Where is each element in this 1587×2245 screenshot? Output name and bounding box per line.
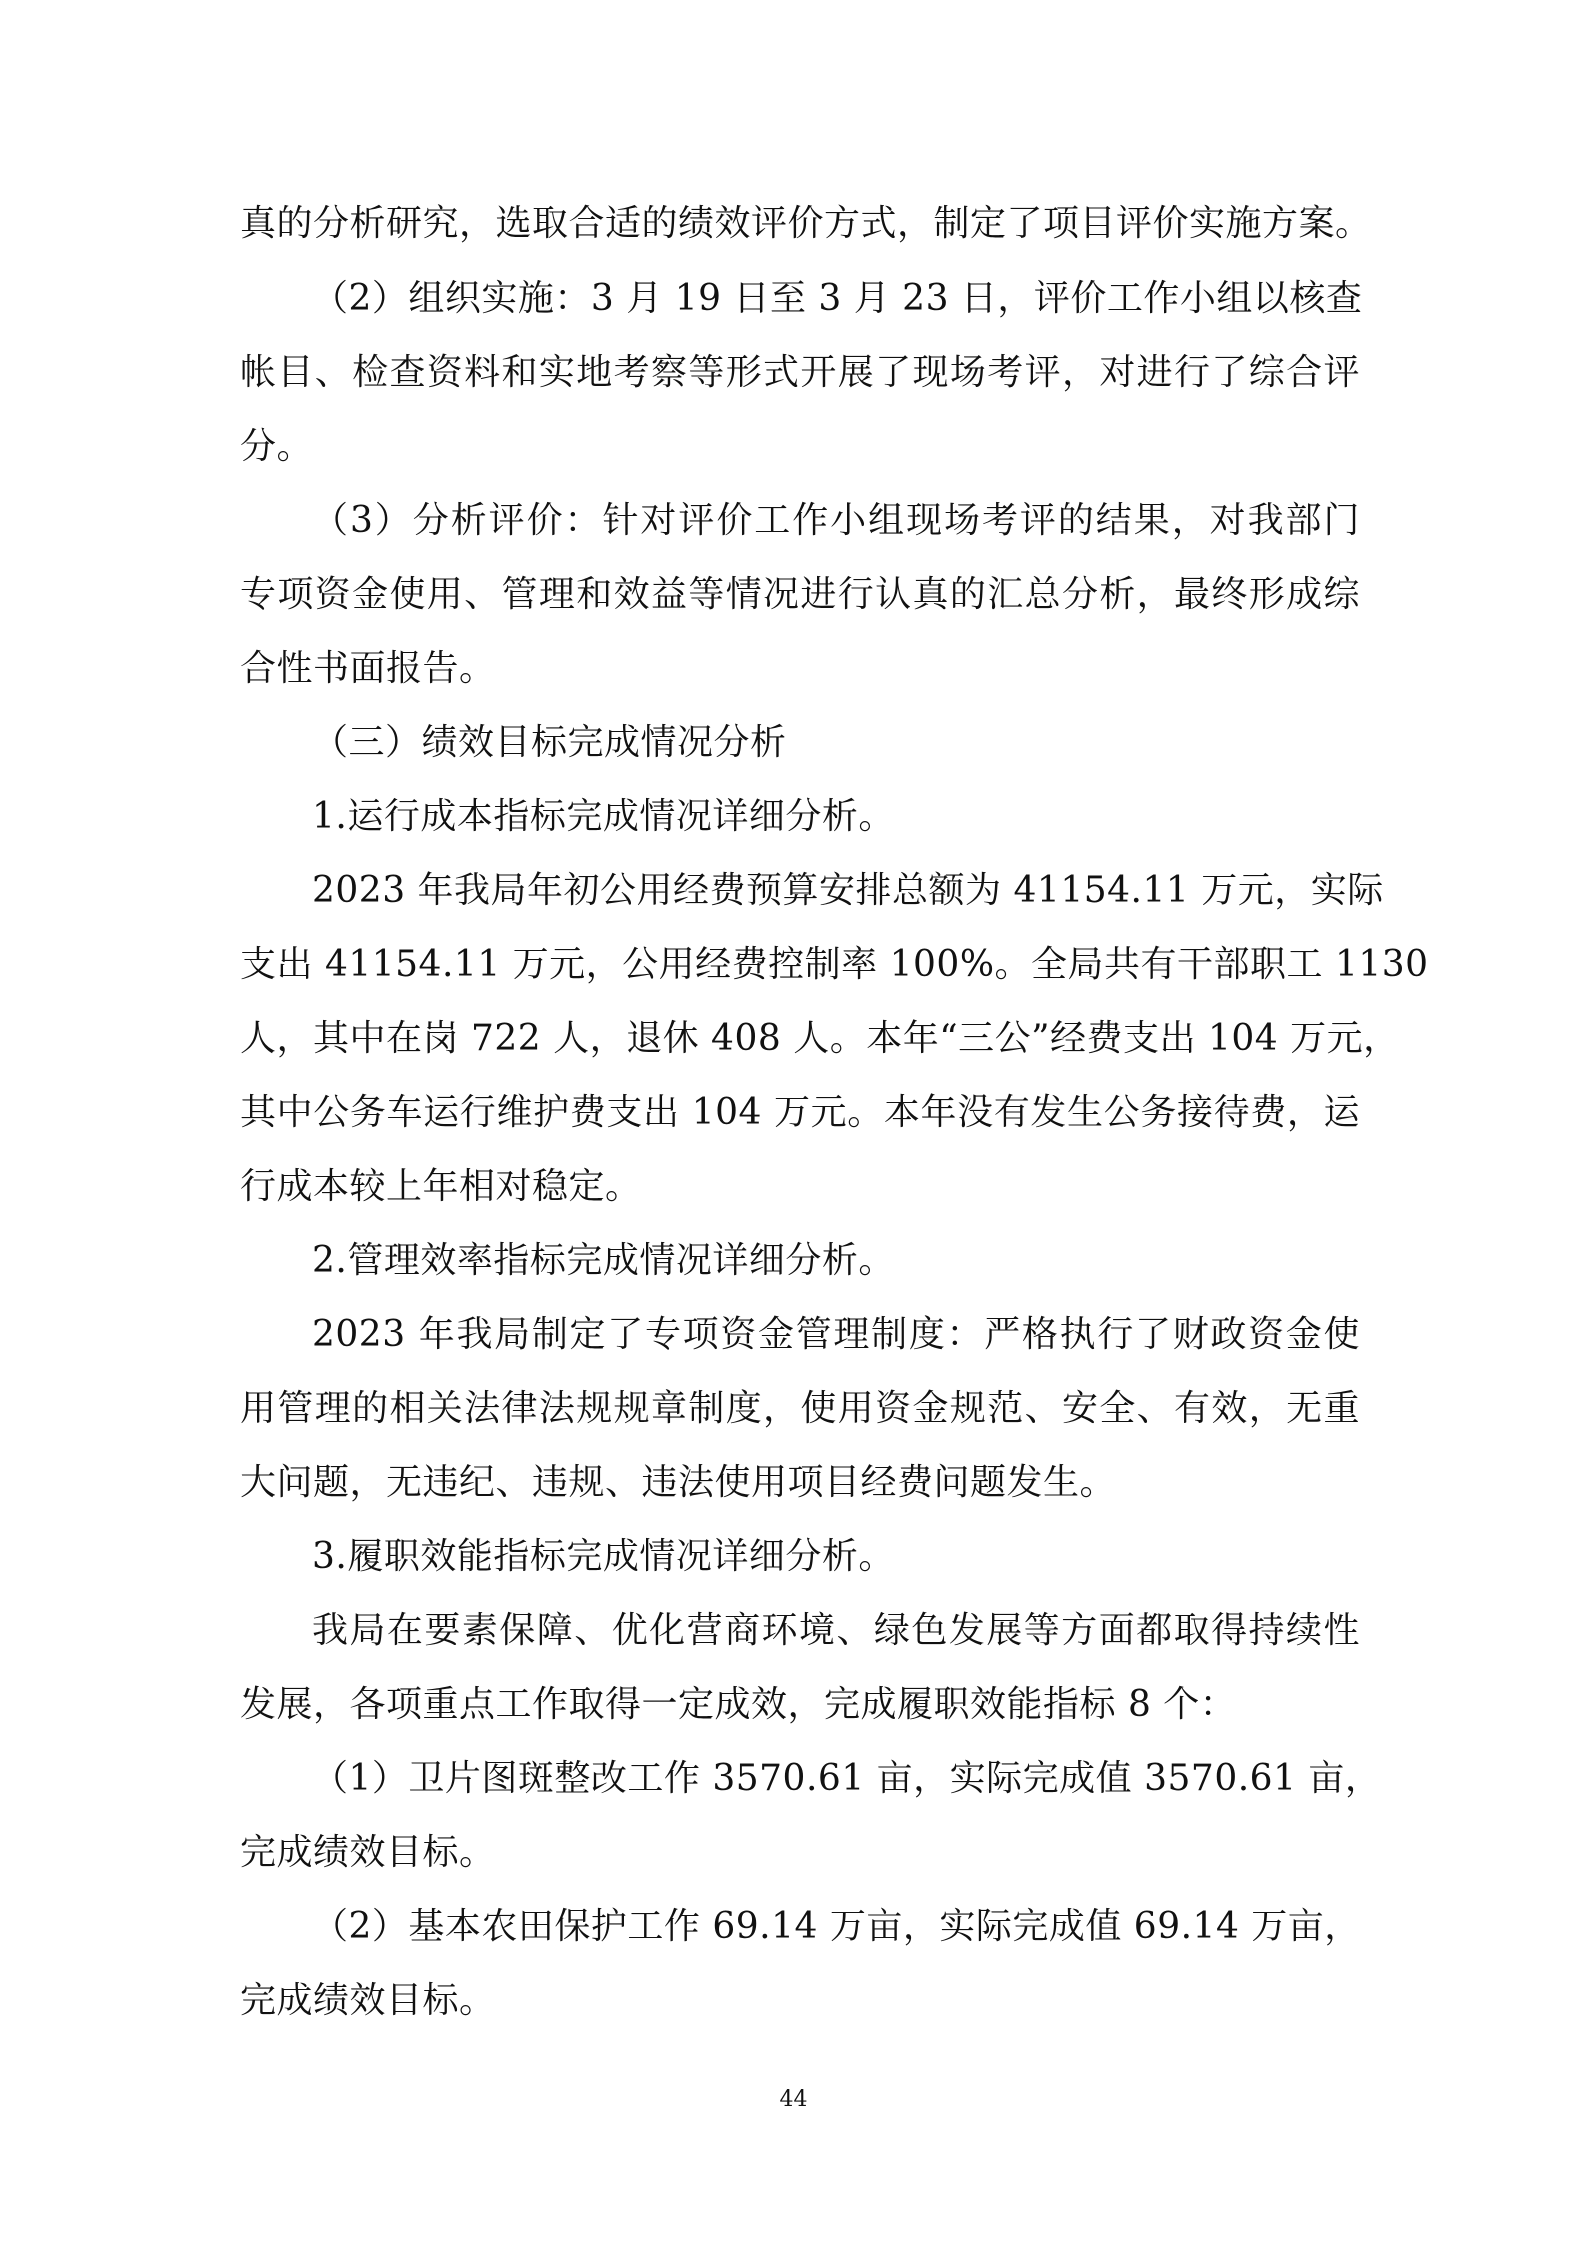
paragraph-line: 发展，各项重点工作取得一定成效，完成履职效能指标 8 个： [240, 1684, 1237, 1725]
paragraph-line: 帐目、检查资料和实地考察等形式开展了现场考评，对进行了综合评 [240, 352, 1360, 393]
paragraph-line: 用管理的相关法律法规规章制度，使用资金规范、安全、有效，无重 [240, 1388, 1360, 1429]
paragraph-line: 其中公务车运行维护费支出 104 万元。本年没有发生公务接待费，运 [240, 1092, 1360, 1133]
page-number: 44 [779, 2087, 808, 2112]
paragraph-line: 行成本较上年相对稳定。 [240, 1166, 642, 1207]
subsection-heading: 3.履职效能指标完成情况详细分析。 [312, 1536, 895, 1577]
paragraph-line: 2023 年我局制定了专项资金管理制度：严格执行了财政资金使 [312, 1314, 1360, 1355]
paragraph-line: 分。 [240, 426, 314, 467]
list-item-line: （1）卫片图斑整改工作 3570.61 亩，实际完成值 3570.61 亩， [312, 1758, 1382, 1799]
paragraph-line: 专项资金使用、管理和效益等情况进行认真的汇总分析，最终形成综 [240, 574, 1360, 615]
paragraph-line: 合性书面报告。 [240, 648, 496, 689]
paragraph-line: 我局在要素保障、优化营商环境、绿色发展等方面都取得持续性 [312, 1610, 1360, 1651]
section-heading: （三）绩效目标完成情况分析 [312, 722, 787, 763]
paragraph-line: 大问题，无违纪、违规、违法使用项目经费问题发生。 [240, 1462, 1117, 1503]
list-item-line: 完成绩效目标。 [240, 1980, 496, 2021]
paragraph-line: 人，其中在岗 722 人，退休 408 人。本年“三公”经费支出 104 万元， [240, 1018, 1400, 1059]
paragraph-line: 支出 41154.11 万元，公用经费控制率 100%。全局共有干部职工 1130 [240, 944, 1429, 985]
paragraph-line: 2023 年我局年初公用经费预算安排总额为 41154.11 万元，实际 [312, 870, 1384, 911]
subsection-heading: 1.运行成本指标完成情况详细分析。 [312, 796, 895, 837]
list-item-line: 完成绩效目标。 [240, 1832, 496, 1873]
subsection-heading: 2.管理效率指标完成情况详细分析。 [312, 1240, 895, 1281]
paragraph-line: （3）分析评价：针对评价工作小组现场考评的结果，对我部门 [312, 500, 1360, 541]
list-item-line: （2）基本农田保护工作 69.14 万亩，实际完成值 69.14 万亩， [312, 1906, 1361, 1947]
paragraph-line: （2）组织实施：3 月 19 日至 3 月 23 日，评价工作小组以核查 [312, 278, 1363, 319]
paragraph-line: 真的分析研究，选取合适的绩效评价方式，制定了项目评价实施方案。 [240, 203, 1372, 244]
